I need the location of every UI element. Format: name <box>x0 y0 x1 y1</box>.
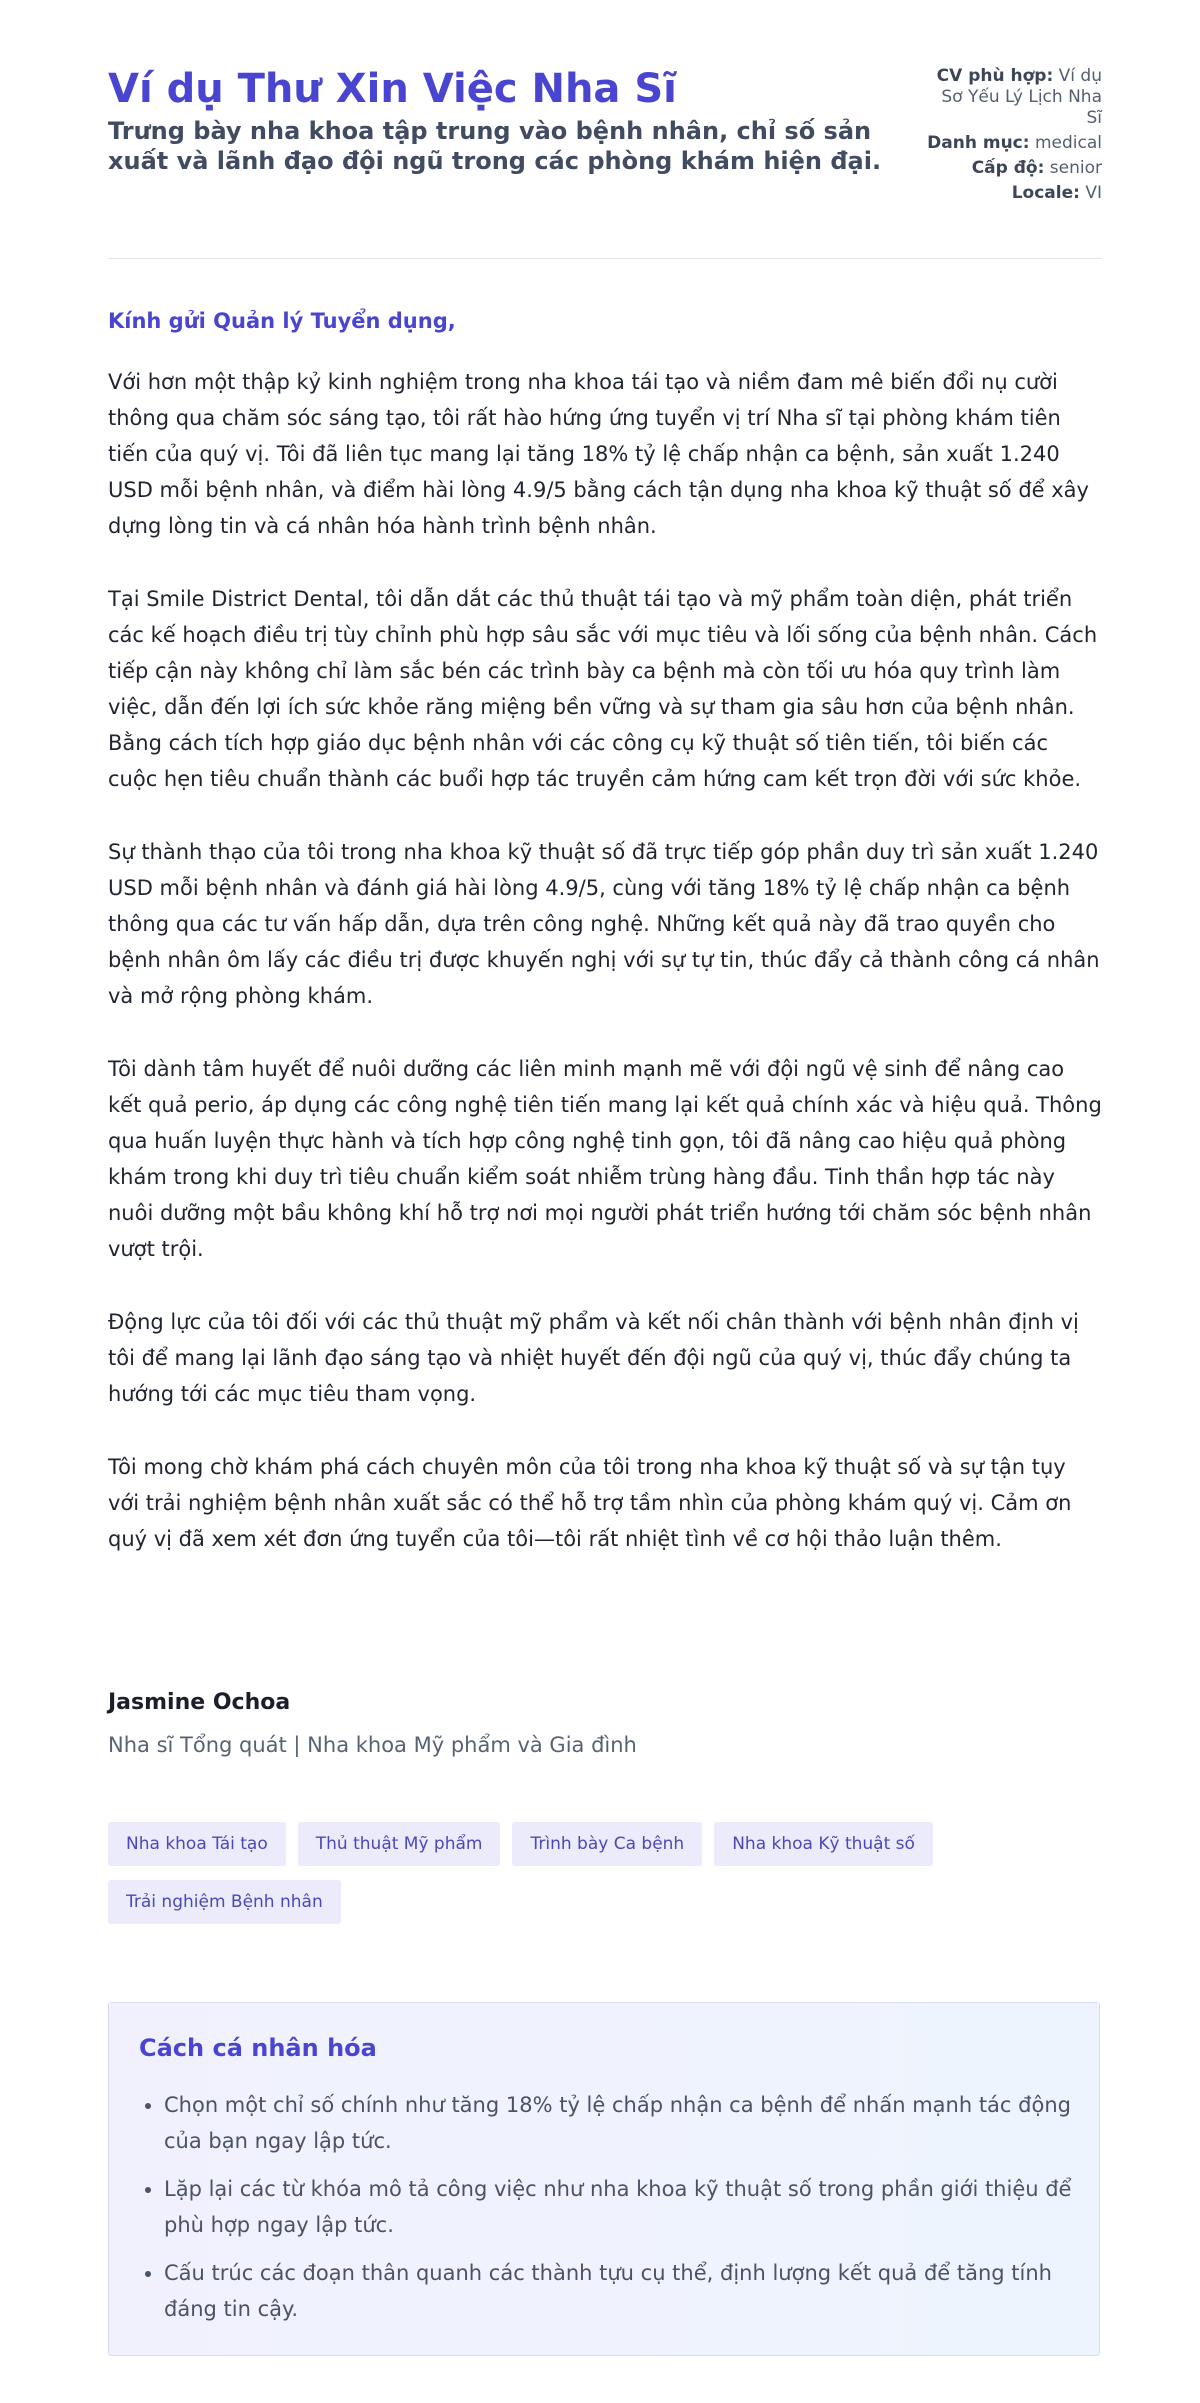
meta-panel <box>927 66 1102 208</box>
signature-block <box>108 1688 637 1760</box>
page-subtitle: Trưng bày nha khoa tập trung vào bệnh nhân, chỉ số sản xuất và lãnh đạo đội ngũ trong các phòng khám hiện đại. <box>108 117 882 175</box>
tips-title: Cách cá nhân hóa <box>139 2034 377 2062</box>
tip-item: • Chọn một chỉ số chính như tăng 18% tỷ lệ chấp nhận ca bệnh để nhấn mạnh tác động của bạn ngay lập tức. <box>164 2087 1084 2159</box>
meta-value: medical <box>1034 133 1102 153</box>
signature-name: Jasmine Ochoa <box>108 1690 291 1715</box>
signature-title: Nha sĩ Tổng quát | Nha khoa Mỹ phẩm và Gia đình <box>108 1733 637 1757</box>
meta-label: CV phù hợp: <box>936 66 1054 86</box>
skill-tag: Nha khoa Kỹ thuật số <box>714 1822 933 1866</box>
letter-paragraph: Tôi dành tâm huyết để nuôi dưỡng các liên minh mạnh mẽ với đội ngũ vệ sinh để nâng cao kết quả perio, áp dụng các công nghệ tiên tiến mang lại kết quả chính xác và hiệu quả. Thông qua huấn luyện thực hành và tích hợp công nghệ tinh gọn, tôi đã nâng cao hiệu quả phòng khám trong khi duy trì tiêu chuẩn kiểm soát nhiễm trùng hàng đầu. Tinh thần hợp tác này nuôi dưỡng một bầu không khí hỗ trợ nơi mọi người phát triển hướng tới chăm sóc bệnh nhân vượt trội. <box>108 1057 1102 1261</box>
header-divider <box>108 258 1102 259</box>
skill-tag: Thủ thuật Mỹ phẩm <box>298 1822 501 1866</box>
page-title: Ví dụ Thư Xin Việc Nha Sĩ <box>108 66 677 112</box>
meta-row-locale <box>927 183 1102 204</box>
meta-label: Danh mục: <box>927 133 1030 153</box>
meta-value: Ví dụ Sơ Yếu Lý Lịch Nha Sĩ <box>941 66 1102 128</box>
tips-list <box>139 2087 1084 2339</box>
meta-label: Cấp độ: <box>971 158 1045 178</box>
skill-tags <box>108 1822 1102 1924</box>
meta-value: senior <box>1049 158 1102 178</box>
meta-row-resume <box>927 66 1102 129</box>
letter-paragraph: Tại Smile District Dental, tôi dẫn dắt các thủ thuật tái tạo và mỹ phẩm toàn diện, phát triển các kế hoạch điều trị tùy chỉnh phù hợp sâu sắc với mục tiêu và lối sống của bệnh nhân. Cách tiếp cận này không chỉ làm sắc bén các trình bày ca bệnh mà còn tối ưu hóa quy trình làm việc, dẫn đến lợi ích sức khỏe răng miệng bền vững và sự tham gia sâu hơn của bệnh nhân. Bằng cách tích hợp giáo dục bệnh nhân với các công cụ kỹ thuật số tiên tiến, tôi biến các cuộc hẹn tiêu chuẩn thành các buổi hợp tác truyền cảm hứng cam kết trọn đời với sức khỏe. <box>108 587 1098 791</box>
letter-body <box>108 364 1102 1594</box>
meta-row-category <box>927 133 1102 154</box>
tip-item: • Cấu trúc các đoạn thân quanh các thành tựu cụ thể, định lượng kết quả để tăng tính đáng tin cậy. <box>164 2255 1084 2327</box>
letter-paragraph: Động lực của tôi đối với các thủ thuật mỹ phẩm và kết nối chân thành với bệnh nhân định vị tôi để mang lại lãnh đạo sáng tạo và nhiệt huyết đến đội ngũ của quý vị, thúc đẩy chúng ta hướng tới các mục tiêu tham vọng. <box>108 1310 1079 1406</box>
skill-tag: Trải nghiệm Bệnh nhân <box>108 1880 341 1924</box>
skill-tag: Nha khoa Tái tạo <box>108 1822 286 1866</box>
letter-salutation: Kính gửi Quản lý Tuyển dụng, <box>108 309 456 333</box>
meta-row-level <box>927 158 1102 179</box>
skill-tag: Trình bày Ca bệnh <box>512 1822 702 1866</box>
letter-paragraph: Với hơn một thập kỷ kinh nghiệm trong nha khoa tái tạo và niềm đam mê biến đổi nụ cười thông qua chăm sóc sáng tạo, tôi rất hào hứng ứng tuyển vị trí Nha sĩ tại phòng khám tiên tiến của quý vị. Tôi đã liên tục mang lại tăng 18% tỷ lệ chấp nhận ca bệnh, sản xuất 1.240 USD mỗi bệnh nhân, và điểm hài lòng 4.9/5 bằng cách tận dụng nha khoa kỹ thuật số để xây dựng lòng tin và cá nhân hóa hành trình bệnh nhân. <box>108 370 1089 538</box>
page-header <box>108 64 1102 203</box>
meta-value: VI <box>1085 183 1102 203</box>
personalization-tips-box <box>108 2002 1100 2356</box>
letter-paragraph: Tôi mong chờ khám phá cách chuyên môn của tôi trong nha khoa kỹ thuật số và sự tận tụy với trải nghiệm bệnh nhân xuất sắc có thể hỗ trợ tầm nhìn của phòng khám quý vị. Cảm ơn quý vị đã xem xét đơn ứng tuyển của tôi—tôi rất nhiệt tình về cơ hội thảo luận thêm. <box>108 1455 1072 1551</box>
letter-paragraph: Sự thành thạo của tôi trong nha khoa kỹ thuật số đã trực tiếp góp phần duy trì sản xuất 1.240 USD mỗi bệnh nhân và đánh giá hài lòng 4.9/5, cùng với tăng 18% tỷ lệ chấp nhận ca bệnh thông qua các tư vấn hấp dẫn, dựa trên công nghệ. Những kết quả này đã trao quyền cho bệnh nhân ôm lấy các điều trị được khuyến nghị với sự tự tin, thúc đẩy cả thành công cá nhân và mở rộng phòng khám. <box>108 840 1100 1008</box>
meta-label: Locale: <box>1011 183 1080 203</box>
tip-item: • Lặp lại các từ khóa mô tả công việc như nha khoa kỹ thuật số trong phần giới thiệu để phù hợp ngay lập tức. <box>164 2171 1084 2243</box>
